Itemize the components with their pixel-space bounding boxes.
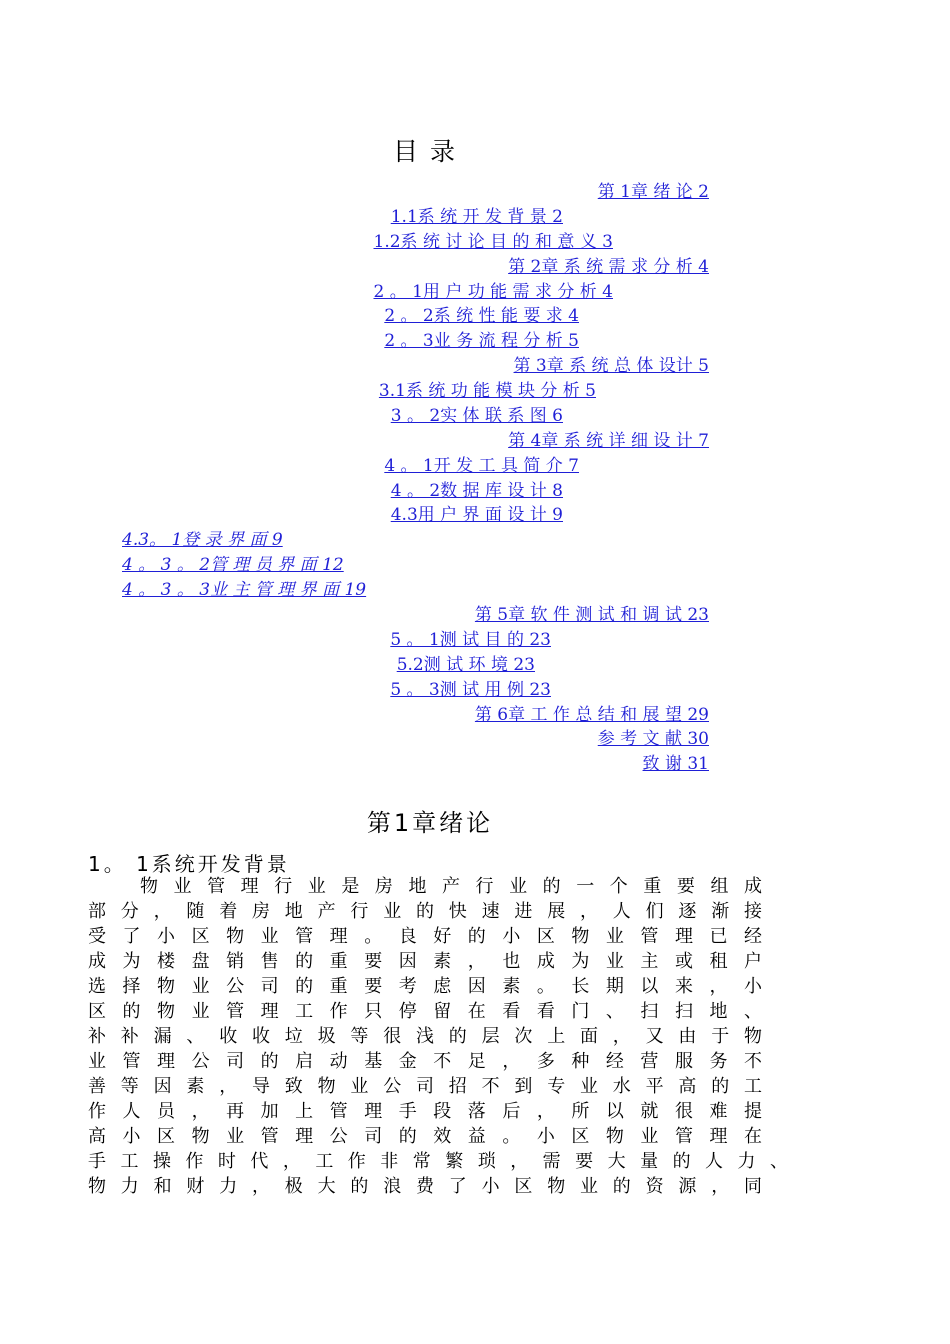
toc-link-3-2[interactable]: 3 。 2实 体 联 系 图 6 — [390, 406, 563, 426]
paragraph-line: 成为楼盘销售的重要因素，也成为业主或租户 — [88, 951, 762, 972]
toc-link-5-2[interactable]: 5.2测 试 环 境 23 — [396, 655, 535, 675]
toc-link-1-2[interactable]: 1.2系 统 讨 论 目 的 和 意 义 3 — [373, 232, 613, 252]
toc-link-chapter-3[interactable]: 第 3章 系 统 总 体 设计 5 — [513, 356, 709, 376]
paragraph-line: 业管理公司的启动基金不足，多种经营服务不 — [88, 1051, 762, 1072]
section-heading: 1。 1系统开发背景 — [88, 852, 290, 876]
toc-link-chapter-4[interactable]: 第 4章 系 统 详 细 设 计 7 — [508, 431, 709, 451]
toc-link-4-2[interactable]: 4 。 2数 据 库 设 计 8 — [390, 481, 563, 501]
toc-link-4-3-2[interactable]: 4 。 3 。 2管 理 员 界 面 12 — [122, 555, 344, 575]
toc-link-4-3-3[interactable]: 4 。 3 。 3业 主 管 理 界 面 19 — [122, 580, 367, 600]
paragraph-line: 手工操作时代，工作非常繁琐，需要大量的人力、 — [88, 1151, 788, 1172]
toc-link-4-3[interactable]: 4.3用 户 界 面 设 计 9 — [390, 505, 563, 525]
toc-link-2-2[interactable]: 2 。 2系 统 性 能 要 求 4 — [384, 306, 579, 326]
toc-link-chapter-1[interactable]: 第 1章 绪 论 2 — [597, 182, 709, 202]
toc-link-references[interactable]: 参 考 文 献 30 — [597, 729, 709, 749]
paragraph-line: 区的物业管理工作只停留在看看门、扫扫地、 — [88, 1001, 762, 1022]
toc-title: 目录 — [392, 137, 467, 166]
paragraph-line: 受了小区物业管理。良好的小区物业管理已经 — [88, 926, 762, 947]
paragraph-line: 物力和财力，极大的浪费了小区物业的资源，同 — [88, 1176, 762, 1197]
toc-link-4-3-1[interactable]: 4.3。 1登 录 界 面 9 — [122, 530, 283, 550]
paragraph-line: 作人员，再加上管理手段落后，所以就很难提 — [88, 1101, 762, 1122]
paragraph-line: 物业管理行业是房地产行业的一个重要组成 — [140, 876, 762, 897]
paragraph-line: 善等因素，导致物业公司招不到专业水平高的工 — [88, 1076, 762, 1097]
toc-link-chapter-5[interactable]: 第 5章 软 件 测 试 和 调 试 23 — [474, 605, 709, 625]
toc-link-1-1[interactable]: 1.1系 统 开 发 背 景 2 — [390, 207, 563, 227]
toc-link-chapter-6[interactable]: 第 6章 工 作 总 结 和 展 望 29 — [474, 705, 709, 725]
toc-link-acknowledgements[interactable]: 致 谢 31 — [642, 754, 709, 774]
toc-link-4-1[interactable]: 4 。 1开 发 工 具 简 介 7 — [384, 456, 579, 476]
toc-link-5-3[interactable]: 5 。 3测 试 用 例 23 — [390, 680, 551, 700]
toc-link-3-1[interactable]: 3.1系 统 功 能 模 块 分 析 5 — [378, 381, 596, 401]
paragraph-line: 选择物业公司的重要考虑因素。长期以来，小 — [88, 976, 762, 997]
toc-link-2-1[interactable]: 2 。 1用 户 功 能 需 求 分 析 4 — [373, 282, 613, 302]
toc-link-chapter-2[interactable]: 第 2章 系 统 需 求 分 析 4 — [508, 257, 709, 277]
toc-link-5-1[interactable]: 5 。 1测 试 目 的 23 — [390, 630, 551, 650]
paragraph-line: 补补漏、收收垃圾等很浅的层次上面，又由于物 — [88, 1026, 762, 1047]
chapter-title: 第1章绪论 — [366, 809, 494, 837]
paragraph-line: 高小区物业管理公司的效益。小区物业管理在 — [88, 1126, 762, 1147]
paragraph-line: 部分，随着房地产行业的快速进展，人们逐渐接 — [88, 901, 762, 922]
toc-link-2-3[interactable]: 2 。 3业 务 流 程 分 析 5 — [384, 331, 579, 351]
